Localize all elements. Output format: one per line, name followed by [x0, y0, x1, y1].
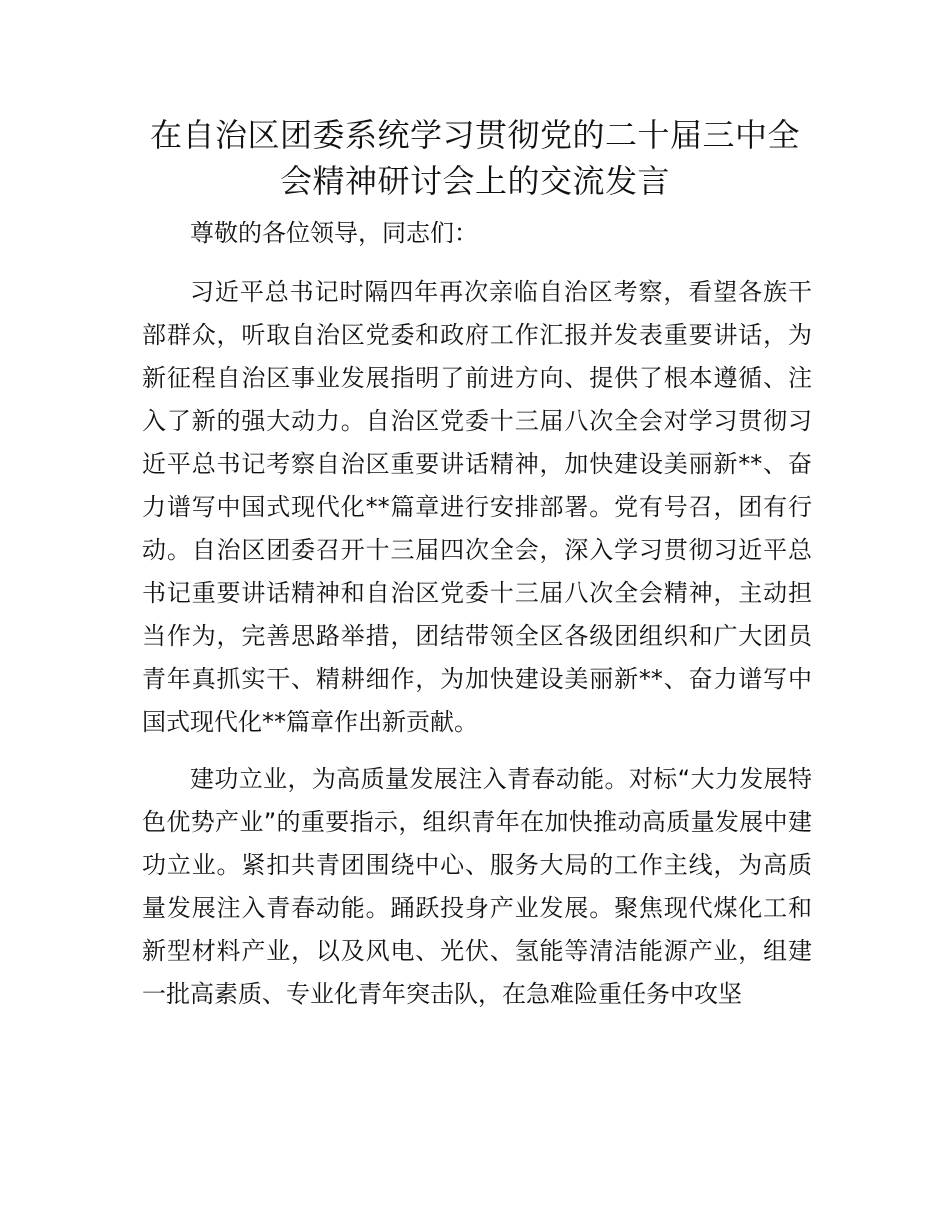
title-line-1: 在自治区团委系统学习贯彻党的二十届三中全 — [149, 116, 800, 154]
body-paragraph-1: 习近平总书记时隔四年再次亲临自治区考察，看望各族干部群众，听取自治区党委和政府工作汇报并发表重要讲话，为新征程自治区事业发展指明了前进方向、提供了根本遵循、注入了新的强大动力。自治区党委十三届八次全会对学习贯彻习近平总书记考察自治区重要讲话精神，加快建设美丽新**、奋力谱写中国式现代化**篇章进行安排部署。党有号召，团有行动。自治区团委召开十三届四次全会，深入学习贯彻习近平总书记重要讲话精神和自治区党委十三届八次全会精神，主动担当作为，完善思路举措，团结带领全区各级团组织和广大团员青年真抓实干、精耕细作，为加快建设美丽新**、奋力谱写中国式现代化**篇章作出新贡献。 — [142, 278, 812, 736]
document-title — [120, 112, 830, 204]
title-line-2: 会精神研讨会上的交流发言 — [279, 162, 670, 200]
body-paragraph-2: 建功立业，为高质量发展注入青春动能。对标“大力发展特色优势产业”的重要指示，组织青年在加快推动高质量发展中建功立业。紧扣共青团围绕中心、服务大局的工作主线，为高质量发展注入青春动能。踊跃投身产业发展。聚焦现代煤化工和新型材料产业，以及风电、光伏、氢能等清洁能源产业，组建一批高素质、专业化青年突击队，在急难险重任务中攻坚 — [142, 765, 812, 1008]
document-body — [142, 212, 812, 1030]
salutation: 尊敬的各位领导，同志们： — [190, 219, 478, 247]
